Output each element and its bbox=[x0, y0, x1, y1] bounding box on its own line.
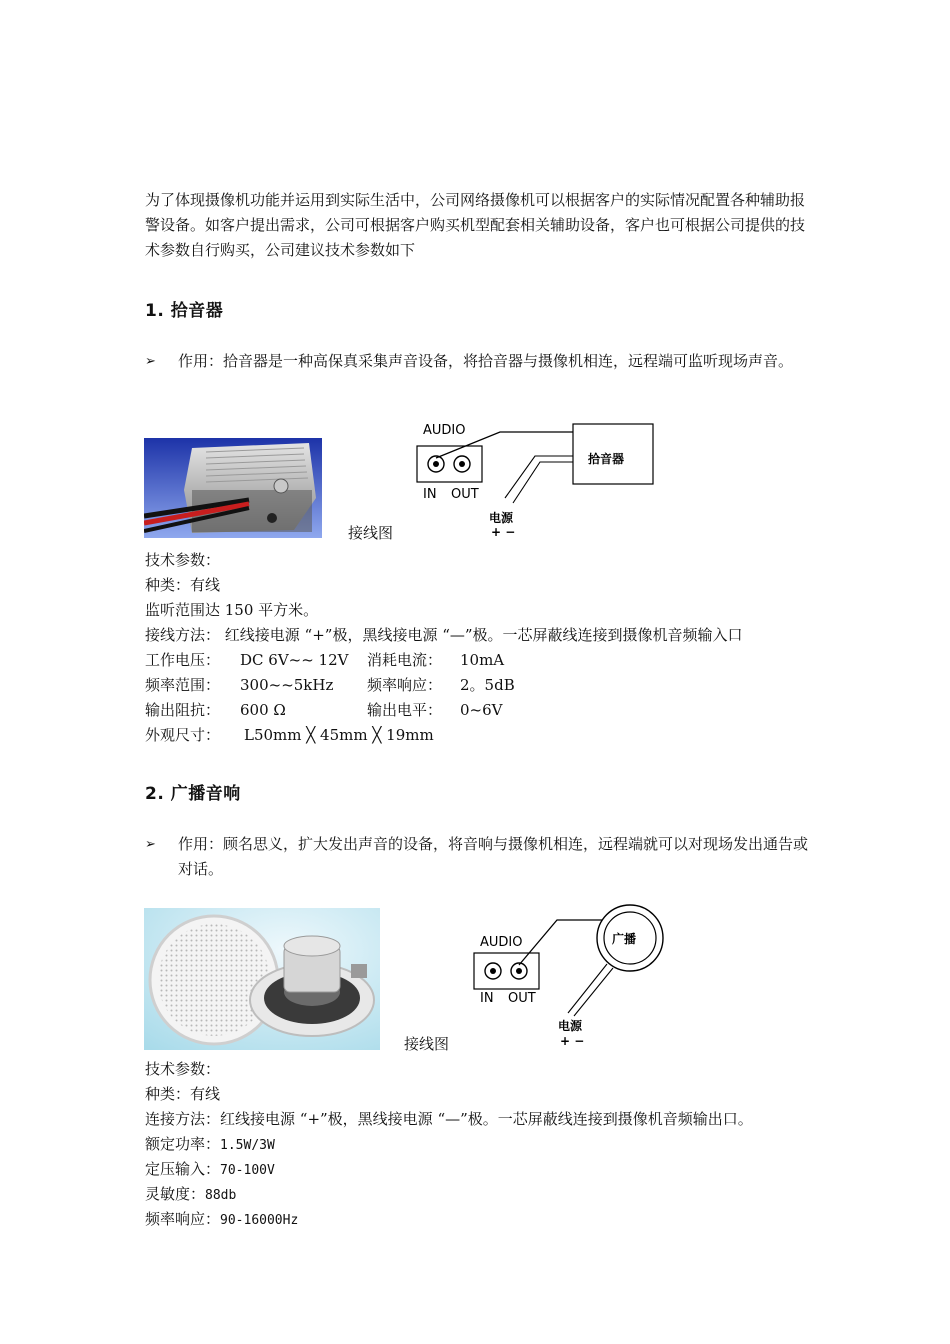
speaker-power-row: 额定功率：1.5W/3W bbox=[145, 1135, 275, 1153]
pickup-device-photo bbox=[144, 438, 322, 538]
speaker-sensitivity-row: 灵敏度：88db bbox=[145, 1185, 237, 1203]
pickup-spec-row: 工作电压： DC 6V~~ 12V 消耗电流： 10mA bbox=[145, 651, 505, 669]
speaker-wiring-method: 连接方法：红线接电源 “+”极，黑线接电源 “—”极。一芯屏蔽线连接到摄像机音频输出口。 bbox=[145, 1110, 753, 1128]
diagram-polarity-label: + − bbox=[560, 1034, 585, 1048]
speaker-purpose bbox=[145, 832, 810, 882]
diagram-power-label: 电源 bbox=[558, 1019, 583, 1033]
diagram-in-label: IN bbox=[423, 487, 437, 502]
pickup-purpose-text: 作用：拾音器是一种高保真采集声音设备，将拾音器与摄像机相连，远程端可监听现场声音。 bbox=[178, 352, 794, 370]
pickup-wiring-method: 接线方法： 红线接电源 “+”极，黑线接电源 “—”极。一芯屏蔽线连接到摄像机音频输入口 bbox=[145, 626, 743, 644]
pickup-size-row: 外观尺寸： L50mm ╳ 45mm ╳ 19mm bbox=[145, 726, 434, 744]
speaker-frequency-row: 频率响应：90-16000Hz bbox=[145, 1210, 299, 1228]
intro-paragraph: 为了体现摄像机功能并运用到实际生活中，公司网络摄像机可以根据客户的实际情况配置各种辅助报警设备。如客户提出需求，公司可根据客户购买机型配套相关辅助设备，客户也可根据公司提供的技术参数自行购买，公司建议技术参数如下 bbox=[145, 191, 806, 259]
speaker-purpose-text: 作用：顾名思义，扩大发出声音的设备，将音响与摄像机相连，远程端就可以对现场发出通告或对话。 bbox=[178, 835, 809, 878]
speaker-voltage-row: 定压输入：70-100V bbox=[145, 1160, 275, 1178]
diagram-audio-label: AUDIO bbox=[480, 935, 523, 950]
diagram-in-label: IN bbox=[480, 991, 494, 1006]
speaker-specs-title: 技术参数： bbox=[145, 1060, 221, 1078]
pickup-spec-row: 输出阻抗： 600 Ω 输出电平： 0~6V bbox=[145, 701, 503, 719]
diagram-polarity-label: + − bbox=[491, 525, 516, 539]
diagram-out-label: OUT bbox=[451, 487, 479, 502]
section-heading-pickup: 1. 拾音器 bbox=[145, 301, 224, 321]
pickup-type: 种类：有线 bbox=[145, 576, 221, 594]
bullet-arrow-icon: ➢ bbox=[145, 837, 156, 852]
pickup-purpose bbox=[145, 349, 810, 374]
pickup-specs-title: 技术参数： bbox=[145, 551, 221, 569]
bullet-arrow-icon: ➢ bbox=[145, 354, 156, 369]
pickup-wiring-diagram bbox=[405, 418, 665, 543]
pickup-spec-row: 频率范围： 300~~5kHz 频率响应： 2。5dB bbox=[145, 676, 515, 694]
pickup-diagram-caption: 接线图 bbox=[348, 524, 394, 542]
diagram-audio-label: AUDIO bbox=[423, 423, 466, 438]
speaker-wiring-diagram bbox=[462, 898, 672, 1053]
diagram-out-label: OUT bbox=[508, 991, 536, 1006]
section-heading-speaker: 2. 广播音响 bbox=[145, 784, 241, 804]
ceiling-speaker-photo bbox=[144, 908, 380, 1050]
speaker-type: 种类：有线 bbox=[145, 1085, 221, 1103]
diagram-power-label: 电源 bbox=[489, 511, 514, 525]
diagram-device-label: 广播 bbox=[612, 932, 637, 946]
pickup-range: 监听范围达 150 平方米。 bbox=[145, 601, 319, 619]
diagram-device-label: 拾音器 bbox=[588, 452, 625, 466]
speaker-diagram-caption: 接线图 bbox=[404, 1035, 450, 1053]
